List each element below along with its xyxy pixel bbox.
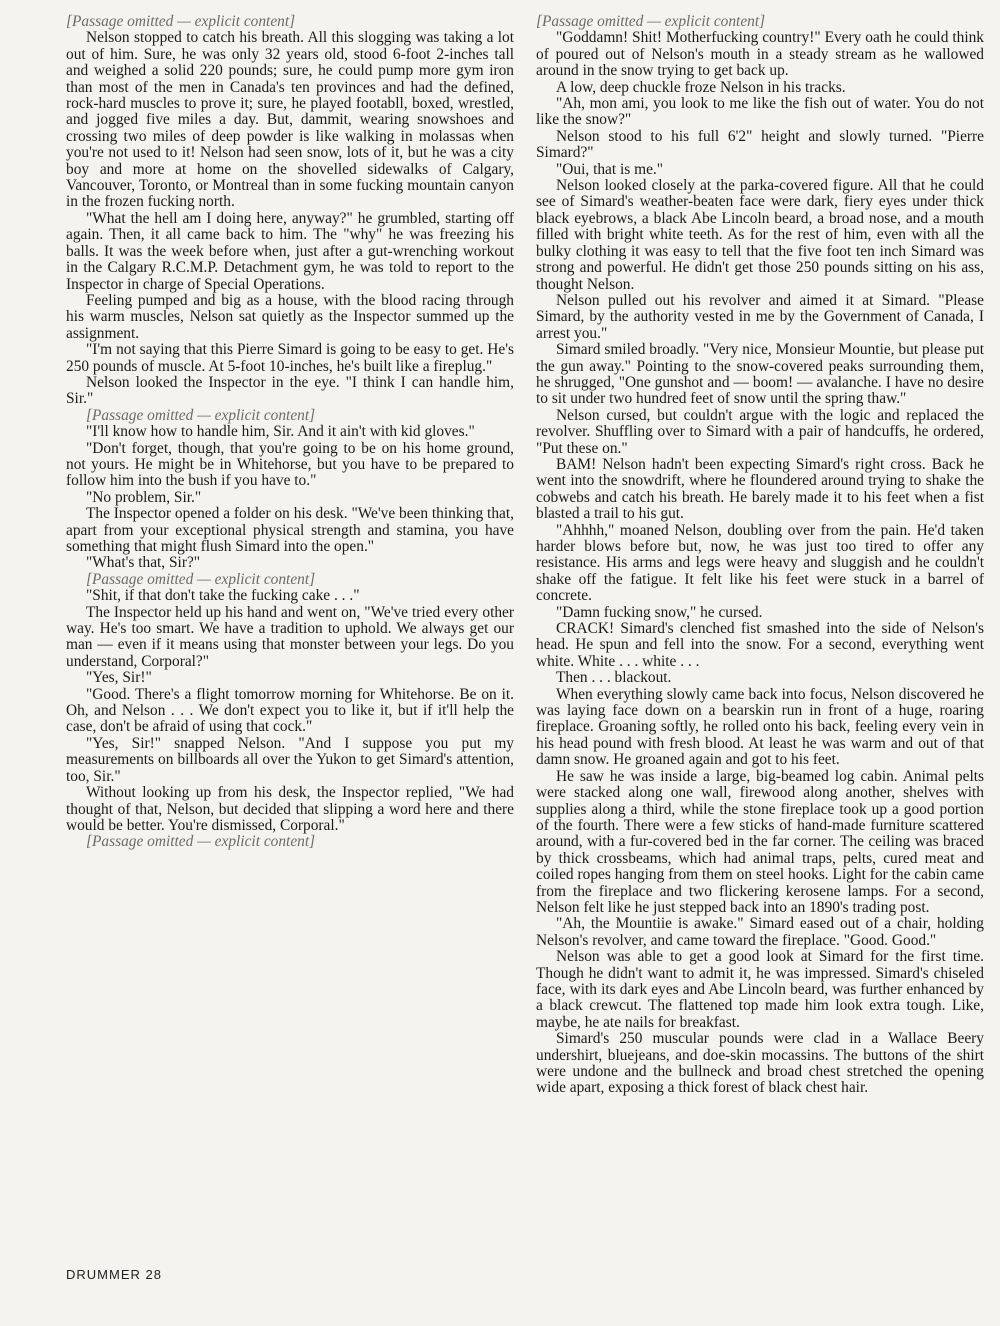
paragraph: CRACK! Simard's clenched fist smashed into the side of Nelson's head. He spun and fell into the snow. For a second, everything went white. White . . . white . . . [536,620,984,670]
article-page [66,14,984,1264]
paragraph: Feeling pumped and big as a house, with the blood racing through his warm muscles, Nelson sat quietly as the Inspector summed up the assignment. [66,291,514,342]
paragraph: "Ahhhh," moaned Nelson, doubling over from the pain. He'd taken harder blows before but, now, he was just too tired to offer any resistance. His arms and legs were heavy and sluggish and he couldn't shake off the fatigue. It felt like his feet were stuck in a barrel of concrete. [536,521,984,605]
omitted-paragraph: [Passage omitted — explicit content] [66,13,296,30]
paragraph: "Shit, if that don't take the fucking cake . . ." [86,587,360,605]
page-folio: DRUMMER 28 [66,1267,162,1282]
paragraph: "What the hell am I doing here, anyway?" he grumbled, starting off again. Then, it all came back to him. The "why" he was freezing his balls. It was the week before when, just after a gut-wrenching workout in the Calgary R.C.M.P. Detachment gym, he was told to report to the Inspector in charge of Special Operations. [66,209,514,293]
paragraph: Without looking up from his desk, the Inspector replied, "We had thought of that, Nelson, but decided that slipping a word here and there would be better. You're dismissed, Corporal." [66,784,514,834]
paragraph: Nelson stopped to catch his breath. All this slogging was taking a lot out of him. Sure, he was only 32 years old, stood 6-foot 2-inches tall and weighed a solid 220 pounds; sure, he could pump more gym iron than most of the men in Canada's ten provinces and had the defined, rock-hard muscles to prove it; sure, he played footabll, boxed, wrestled, and jogged five miles a day. But, dammit, wearing snowshoes and crossing two miles of deep powder is like walking in molassas when you're not used to it! Nelson had seen snow, lots of it, but he was a city boy and more at home on the shovelled sidewalks of Calgary, Vancouver, Toronto, or Montreal than in some fucking mountain canyon in the frozen fucking north. [66,29,514,211]
paragraph: The Inspector opened a folder on his desk. "We've been thinking that, apart from your exceptional physical strength and stamina, you have something that might flush Simard into the open." [66,505,514,555]
paragraph: Simard's 250 muscular pounds were clad in a Wallace Beery undershirt, bluejeans, and doe-skin mocassins. The buttons of the shirt were undone and the bullneck and broad chest stretched the opening wide apart, exposing a thick forest of black chest hair. [536,1030,984,1097]
left-column [66,14,514,1264]
paragraph: The Inspector held up his hand and went on, "We've tried every other way. He's too smart. We have a tradition to uphold. We always get our man — even if it means using that monster between your legs. Do you understand, Corporal?" [66,603,514,670]
paragraph: "I'm not saying that this Pierre Simard is going to be easy to get. He's 250 pounds of muscle. At 5-foot 10-inches, he's built like a fireplug." [66,341,514,375]
paragraph: Then . . . blackout. [556,669,672,687]
paragraph: Simard smiled broadly. "Very nice, Monsieur Mountie, but please put the gun away." Pointing to the snow-covered peaks surrounding them, he shrugged, "One gunshot and — boom! — avalanche. I have no desire to sit under two hundred feet of snow until the spring thaw." [536,341,984,408]
paragraph: "No problem, Sir." [86,488,202,506]
omitted-paragraph: [Passage omitted — explicit content] [86,406,316,424]
paragraph: "Ah, the Mountiie is awake." Simard eased out of a chair, holding Nelson's revolver, and came toward the fireplace. "Good. Good." [536,915,984,949]
paragraph: Nelson pulled out his revolver and aimed it at Simard. "Please Simard, by the authority vested in me by the Government of Canada, I arrest you." [536,291,984,342]
paragraph: "I'll know how to handle him, Sir. And it ain't with kid gloves." [86,423,475,441]
paragraph: Nelson stood to his full 6'2" height and slowly turned. "Pierre Simard?" [536,127,984,162]
paragraph: "Ah, mon ami, you look to me like the fish out of water. You do not like the snow?" [536,95,984,129]
paragraph: Nelson looked closely at the parka-covered figure. All that he could see of Simard's weather-beaten face were dark, fiery eyes under thick black eyebrows, a black Abe Lincoln beard, a broad nose, and a mouth filled with bright white teeth. As for the rest of him, even with all the bulky clothing it was easy to tell that the five foot ten inch Simard was strong and powerful. He didn't get those 250 pounds sitting on his ass, thought Nelson. [536,177,984,293]
paragraph: "Yes, Sir!" snapped Nelson. "And I suppose you put my measurements on billboards all over the Yukon to get Simard's attention, too, Sir." [66,734,514,785]
paragraph: He saw he was inside a large, big-beamed log cabin. Animal pelts were stacked along one wall, firewood along another, shelves with supplies along a third, while the stone fireplace took up a good portion of the fourth. There were a few sticks of hand-made furniture scattered around, with a fur-covered bed in the far corner. The ceiling was braced by thick crossbeams, which had animal traps, pelts, cured meat and coiled ropes hanging from them on steel hooks. Light for the cabin came from the fireplace and two flickering kerosene lamps. For a second, Nelson felt like he just stepped back into an 1890's trading post. [536,767,984,916]
paragraph: BAM! Nelson hadn't been expecting Simard's right cross. Back he went into the snowdrift, where he floundered around trying to shake the cobwebs and catch his breath. He barely made it to his feet when a fist blasted a trail to his gut. [536,455,984,523]
omitted-paragraph: [Passage omitted — explicit content] [536,13,766,30]
paragraph: "What's that, Sir?" [86,554,201,572]
paragraph: Nelson cursed, but couldn't argue with the logic and replaced the revolver. Shuffling over to Simard with a pair of handcuffs, he ordered, "Put these on." [536,406,984,457]
omitted-paragraph: [Passage omitted — explicit content] [86,570,316,588]
omitted-paragraph: [Passage omitted — explicit content] [86,833,316,851]
paragraph: "Don't forget, though, that you're going to be on his home ground, not yours. He might be in Whitehorse, but you have to be prepared to follow him into the bush if you have to." [66,439,514,490]
paragraph: A low, deep chuckle froze Nelson in his tracks. [556,78,846,96]
paragraph: Nelson was able to get a good look at Simard for the first time. Though he didn't want to admit it, he was impressed. Simard's chiseled face, with its dark eyes and Abe Lincoln beard, was further enhanced by a black crewcut. The flattened top made him look extra tough. Like, maybe, he ate nails for breakfast. [536,948,984,1031]
paragraph: "Damn fucking snow," he cursed. [556,603,763,621]
paragraph: "Oui, that is me." [556,160,664,178]
right-column [536,14,984,1264]
paragraph: "Goddamn! Shit! Motherfucking country!" Every oath he could think of poured out of Nelson's mouth in a steady stream as he wallowed around in the snow trying to get back up. [536,29,984,80]
paragraph: "Yes, Sir!" [86,669,152,687]
paragraph: When everything slowly came back into focus, Nelson discovered he was laying face down on a bearskin run in front of a huge, roaring fireplace. Groaning softly, he rolled onto his back, feeling every vein in his head pound with fresh blood. At least he was warm and out of that damn snow. He groaned again and got to his feet. [536,685,984,769]
paragraph: "Good. There's a flight tomorrow morning for Whitehorse. Be on it. Oh, and Nelson . . . We don't expect you to like it, but if it'll help the case, don't be afraid of using that cock." [66,685,514,736]
paragraph: Nelson looked the Inspector in the eye. "I think I can handle him, Sir." [66,373,514,408]
